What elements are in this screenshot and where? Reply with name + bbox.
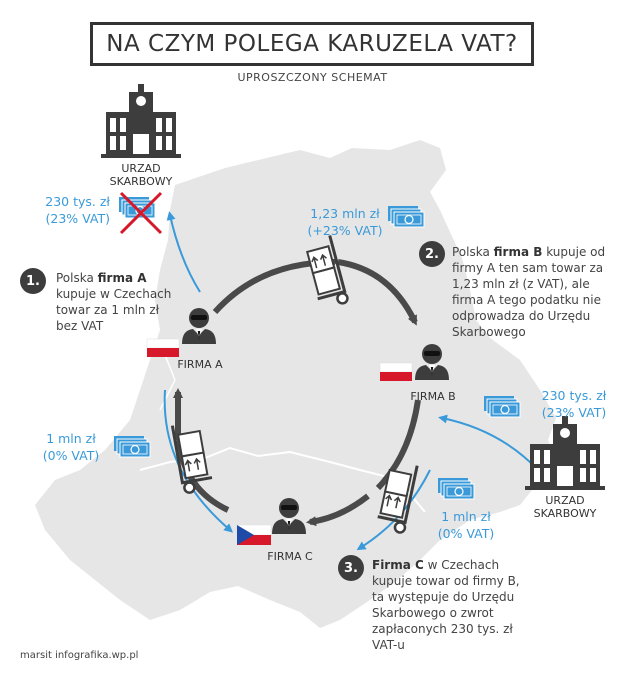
money-label-top-left: 230 tys. zł (23% VAT): [45, 194, 110, 226]
page-title: NA CZYM POLEGA KARUZELA VAT?: [90, 22, 534, 66]
tax-office-label-right: URZAD SKARBOWY: [533, 494, 597, 520]
money-label-top-center: 1,23 mln zł (+23% VAT): [307, 206, 383, 238]
step-1-badge: 1.: [20, 268, 46, 294]
credit-text: marsit infografika.wp.pl: [20, 650, 139, 661]
money-icon-right: [484, 396, 520, 417]
money-icon-left: [114, 436, 150, 457]
step-1-text: Polska firma A kupuje w Czechach towar za 1 mln zł bez VAT: [56, 271, 172, 333]
firma-c-label: FIRMA C: [267, 550, 313, 563]
czech-flag-icon: [237, 525, 271, 545]
tax-office-icon-top: [101, 84, 181, 158]
page-subtitle: UPROSZCZONY SCHEMAT: [237, 71, 388, 84]
polish-flag-icon-a: [147, 339, 179, 357]
firma-b-label: FIRMA B: [410, 390, 456, 403]
step-2-badge: 2.: [419, 241, 445, 267]
money-icon-top-center: [388, 206, 424, 227]
tax-office-label-top: URZAD SKARBOWY: [109, 162, 173, 188]
firma-a-label: FIRMA A: [177, 358, 223, 371]
money-label-left: 1 mln zł (0% VAT): [42, 431, 100, 463]
money-label-right: 230 tys. zł (23% VAT): [541, 388, 607, 420]
step-2-text: Polska firma B kupuje od firmy A ten sam towar za 1,23 mln zł (z VAT), ale firma A tego podatku nie odprowadza do Urzędu Skarbowego: [452, 245, 606, 339]
polish-flag-icon-b: [380, 363, 412, 381]
money-label-bottom: 1 mln zł (0% VAT): [437, 509, 495, 541]
step-3-badge: 3.: [338, 555, 364, 581]
money-icon-bottom: [438, 478, 474, 499]
step-3-text: Firma C w Czechach kupuje towar od firmy B, ta występuje do Urzędu Skarbowego o zwrot zapłaconych 230 tys. zł VAT-u: [372, 558, 520, 652]
